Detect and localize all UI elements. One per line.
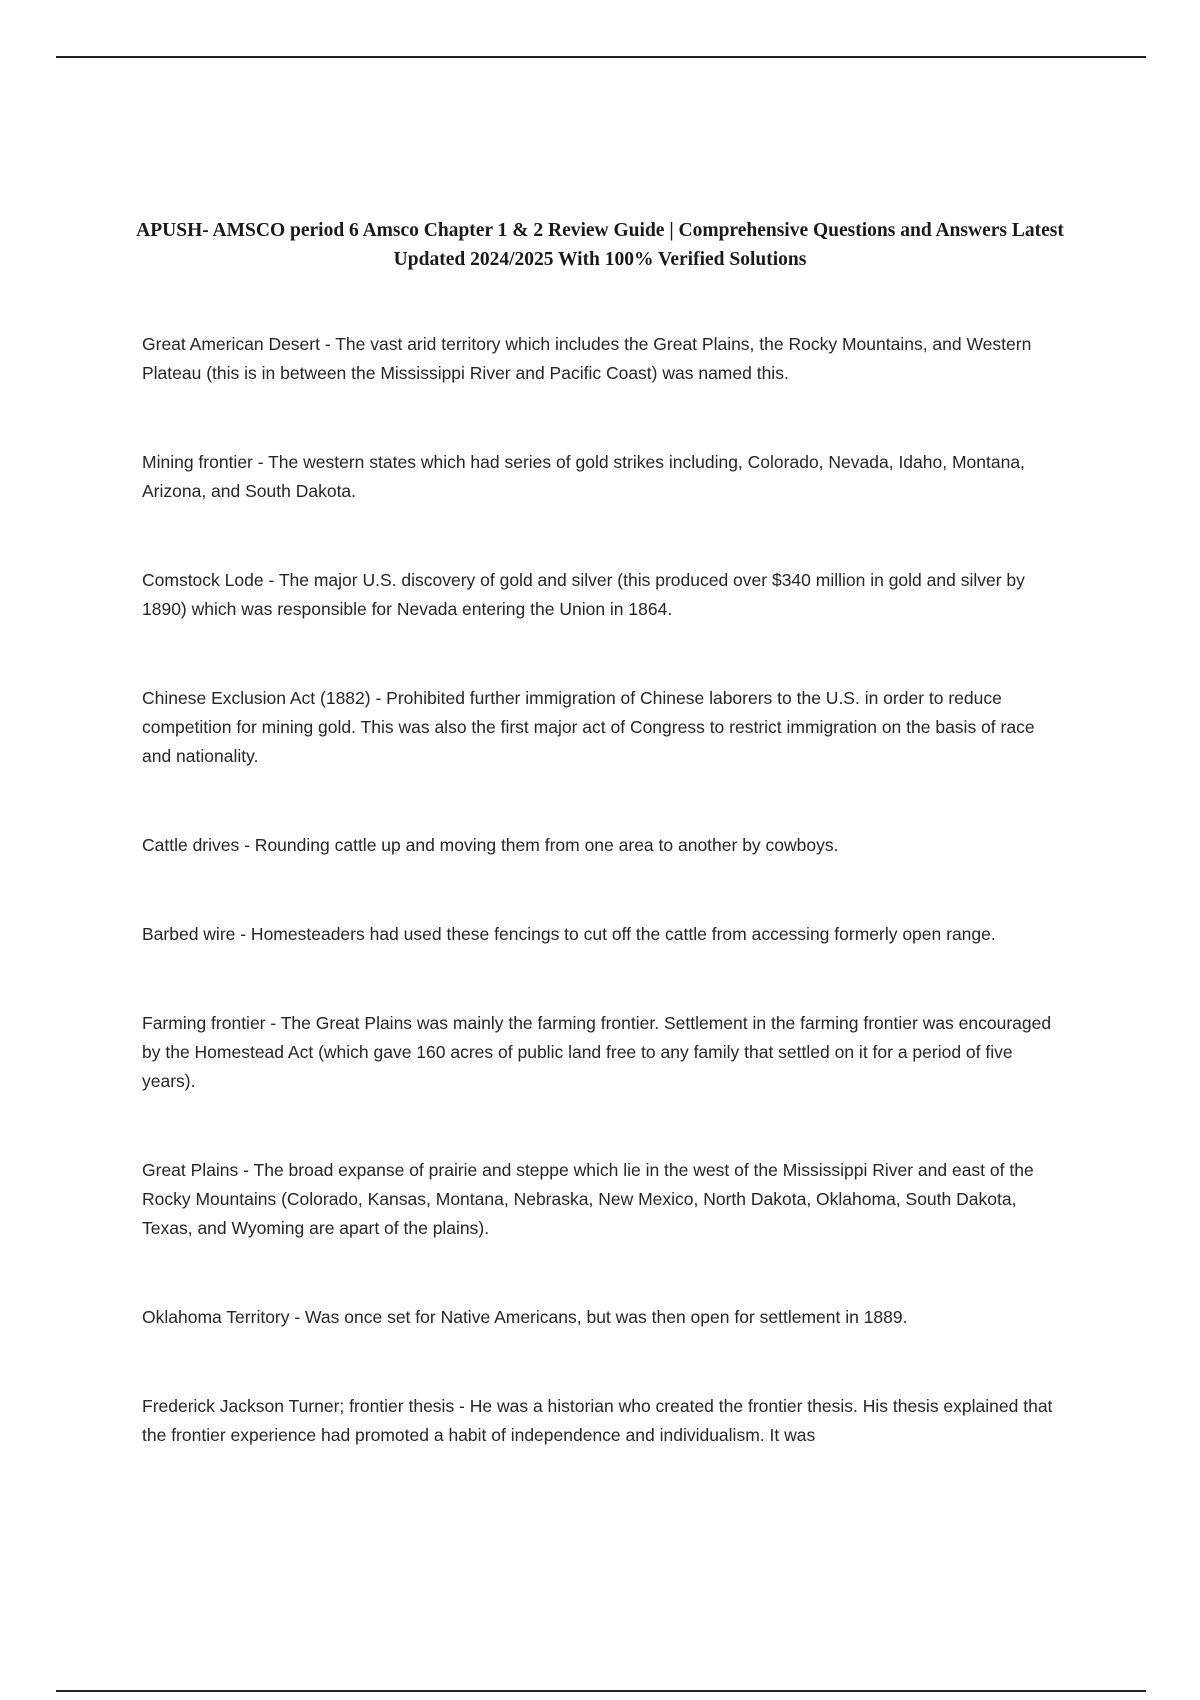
entry-mining-frontier: Mining frontier - The western states which had series of gold strikes including, Colorado, Nevada, Idaho, Montana, Arizona, and South Dakota. <box>142 452 1025 501</box>
entry-cattle-drives: Cattle drives - Rounding cattle up and moving them from one area to another by cowboys. <box>142 835 839 855</box>
entry-oklahoma-territory: Oklahoma Territory - Was once set for Native Americans, but was then open for settlement in 1889. <box>142 1307 908 1327</box>
entry-chinese-exclusion-act: Chinese Exclusion Act (1882) - Prohibited further immigration of Chinese laborers to the U.S. in order to reduce competition for mining gold. This was also the first major act of Congress to restrict immigration on the basis of race and nationality. <box>142 688 1035 766</box>
document-title: APUSH- AMSCO period 6 Amsco Chapter 1 & 2 Review Guide | Comprehensive Questions and Answers Latest Updated 2024/2025 With 100% Verified Solutions <box>136 220 1064 270</box>
entry-list <box>142 330 1062 1510</box>
entry-comstock-lode: Comstock Lode - The major U.S. discovery of gold and silver (this produced over $340 million in gold and silver by 1890) which was responsible for Nevada entering the Union in 1864. <box>142 570 1025 619</box>
entry-barbed-wire: Barbed wire - Homesteaders had used these fencings to cut off the cattle from accessing formerly open range. <box>142 924 996 944</box>
entry-frederick-jackson-turner: Frederick Jackson Turner; frontier thesis - He was a historian who created the frontier thesis. His thesis explained that the frontier experience had promoted a habit of independence and individualism. It was <box>142 1396 1053 1445</box>
entry-great-plains: Great Plains - The broad expanse of prairie and steppe which lie in the west of the Mississippi River and east of the Rocky Mountains (Colorado, Kansas, Montana, Nebraska, New Mexico, North Dakota, Oklahoma, South Dakota, Texas, and Wyoming are apart of the plains). <box>142 1160 1034 1238</box>
header-rule <box>56 56 1146 58</box>
footer-rule <box>56 1690 1146 1692</box>
entry-farming-frontier: Farming frontier - The Great Plains was mainly the farming frontier. Settlement in the farming frontier was encouraged by the Homestead Act (which gave 160 acres of public land free to any family that settled on it for a period of five years). <box>142 1013 1052 1091</box>
entry-great-american-desert: Great American Desert - The vast arid territory which includes the Great Plains, the Rocky Mountains, and Western Plateau (this is in between the Mississippi River and Pacific Coast) was named this. <box>142 334 1032 383</box>
